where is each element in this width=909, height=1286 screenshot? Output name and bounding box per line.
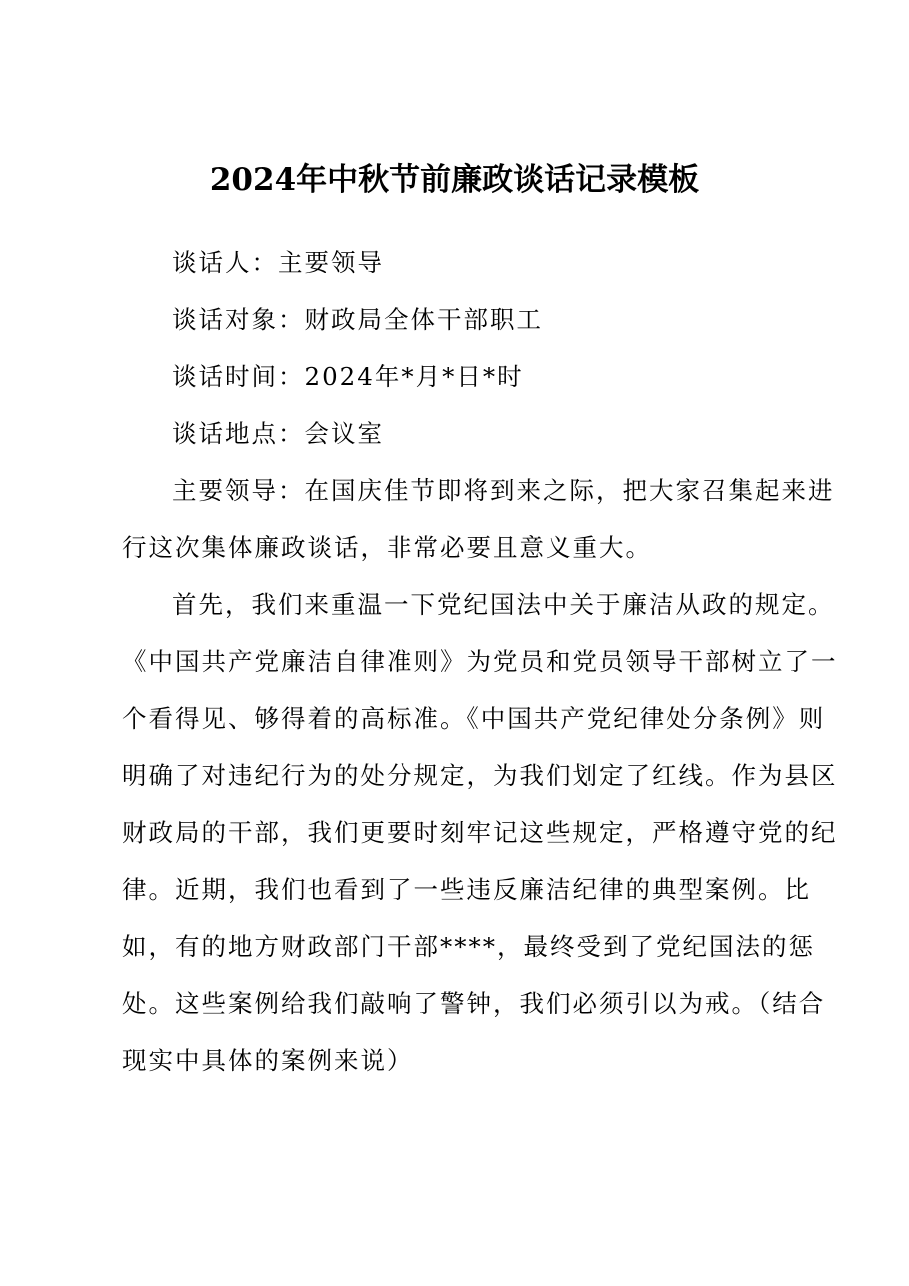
field-place: 谈话地点：会议室 bbox=[172, 419, 384, 448]
paragraph-2-line: 律。近期，我们也看到了一些违反廉洁纪律的典型案例。比 bbox=[122, 875, 811, 904]
field-time: 谈话时间：2024年*月*日*时 bbox=[172, 362, 524, 391]
paragraph-2-line: 首先，我们来重温一下党纪国法中关于廉洁从政的规定。 bbox=[172, 590, 835, 619]
paragraph-2-line: 个看得见、够得着的高标准。《中国共产党纪律处分条例》则 bbox=[122, 704, 826, 733]
field-audience: 谈话对象：财政局全体干部职工 bbox=[172, 305, 543, 334]
paragraph-2-line: 如，有的地方财政部门干部****，最终受到了党纪国法的惩 bbox=[122, 932, 815, 961]
paragraph-2-line: 《中国共产党廉洁自律准则》为党员和党员领导干部树立了一 bbox=[122, 647, 838, 676]
paragraph-2-line: 财政局的干部，我们更要时刻牢记这些规定，严格遵守党的纪 bbox=[122, 818, 838, 847]
paragraph-2-line: 明确了对违纪行为的处分规定，为我们划定了红线。作为县区 bbox=[122, 761, 838, 790]
field-speaker: 谈话人：主要领导 bbox=[172, 248, 384, 277]
paragraph-2-line: 处。这些案例给我们敲响了警钟，我们必须引以为戒。（结合 bbox=[122, 989, 826, 1018]
paragraph-2-line: 现实中具体的案例来说） bbox=[122, 1046, 414, 1075]
paragraph-1-line: 行这次集体廉政谈话，非常必要且意义重大。 bbox=[122, 533, 652, 562]
paragraph-1-line: 主要领导：在国庆佳节即将到来之际，把大家召集起来进 bbox=[172, 476, 835, 505]
document-title: 2024年中秋节前廉政谈话记录模板 bbox=[209, 162, 700, 198]
document-body bbox=[122, 234, 838, 1089]
